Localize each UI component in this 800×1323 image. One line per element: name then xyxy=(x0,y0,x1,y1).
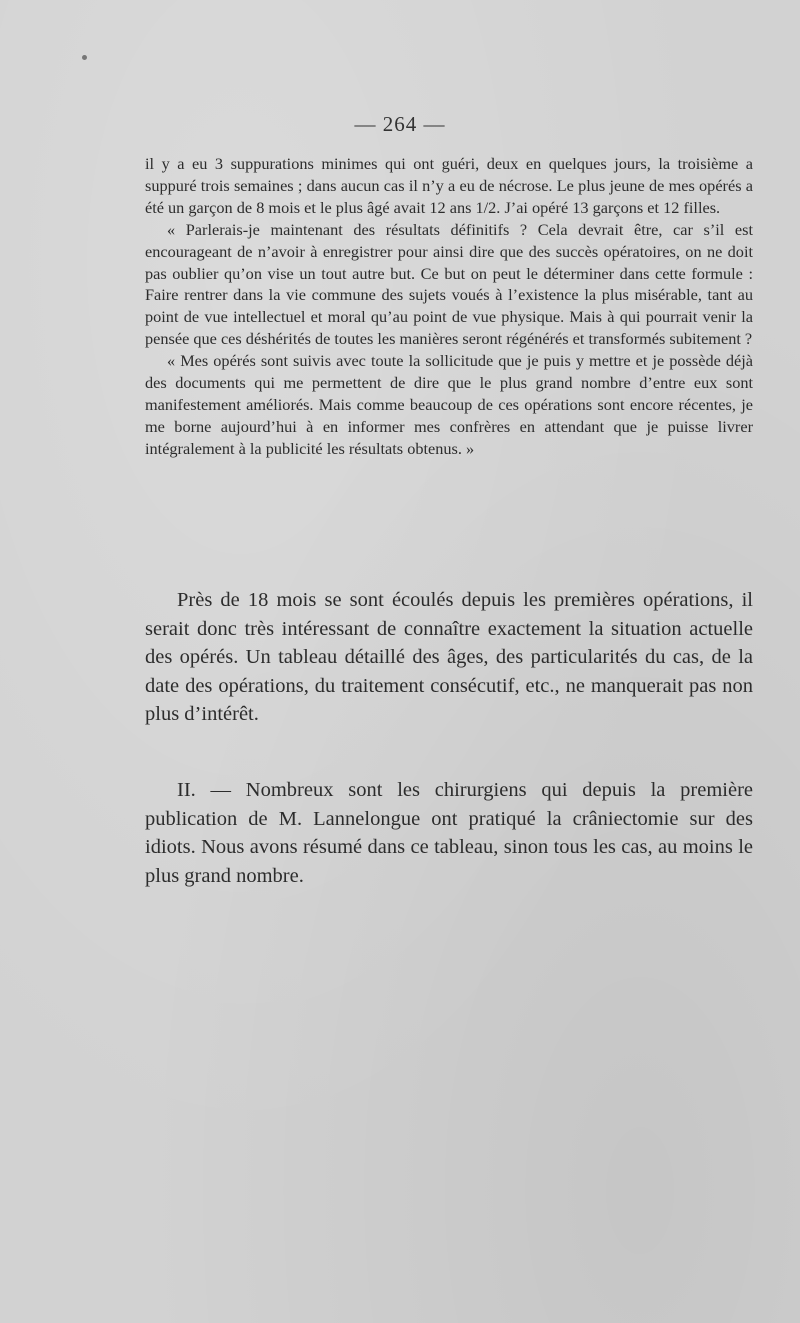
quote-paragraph: « Parlerais-je maintenant des résultats définitifs ? Cela devrait être, car s’il est encourageant de n’avoir à enregistrer pour ainsi dire que des succès opératoires, on ne doit pas oublier qu’on vise un tout autre but. Ce but on peut le déterminer dans cette formule : Faire rentrer dans la vie commune des sujets voués à l’existence la plus misérable, tant au point de vue intellectuel et moral qu’au point de vue physique. Mais à qui pourrait venir la pensée que ces déshérités de toutes les manières seront régénérés et transformés subitement ? xyxy=(145,219,753,349)
page-number: — 264 — xyxy=(354,112,446,136)
quote-paragraph: il y a eu 3 suppurations minimes qui ont guéri, deux en quelques jours, la troisième a suppuré trois semaines ; dans aucun cas il n’y a eu de nécrose. Le plus jeune de mes opérés a été un garçon de 8 mois et le plus âgé avait 12 ans 1/2. J’ai opéré 13 garçons et 12 filles. xyxy=(145,154,753,217)
quoted-text-block xyxy=(145,153,753,460)
section-ii-block xyxy=(145,776,753,890)
main-paragraph-block xyxy=(145,586,753,729)
section-ii-paragraph: II. — Nombreux sont les chirurgiens qui depuis la première publication de M. Lannelongue ont pratiqué la crâniectomie sur des idiots. Nous avons résumé dans ce tableau, sinon tous les cas, au moins le plus grand nombre. xyxy=(145,779,753,887)
main-paragraph: Près de 18 mois se sont écoulés depuis les premières opérations, il serait donc très intéressant de connaître exactement la situation actuelle des opérés. Un tableau détaillé des âges, des particularités du cas, de la date des opérations, du traitement consécutif, etc., ne manquerait pas non plus d’intérêt. xyxy=(145,589,753,725)
ink-speck xyxy=(82,55,87,60)
quote-paragraph: « Mes opérés sont suivis avec toute la sollicitude que je puis y mettre et je possède déjà des documents qui me permettent de dire que le plus grand nombre d’entre eux sont manifestement améliorés. Mais comme beaucoup de ces opérations sont encore récentes, je me borne aujourd’hui à en informer mes confrères en attendant que je puisse livrer intégralement à la publicité les résultats obtenus. » xyxy=(145,351,753,458)
